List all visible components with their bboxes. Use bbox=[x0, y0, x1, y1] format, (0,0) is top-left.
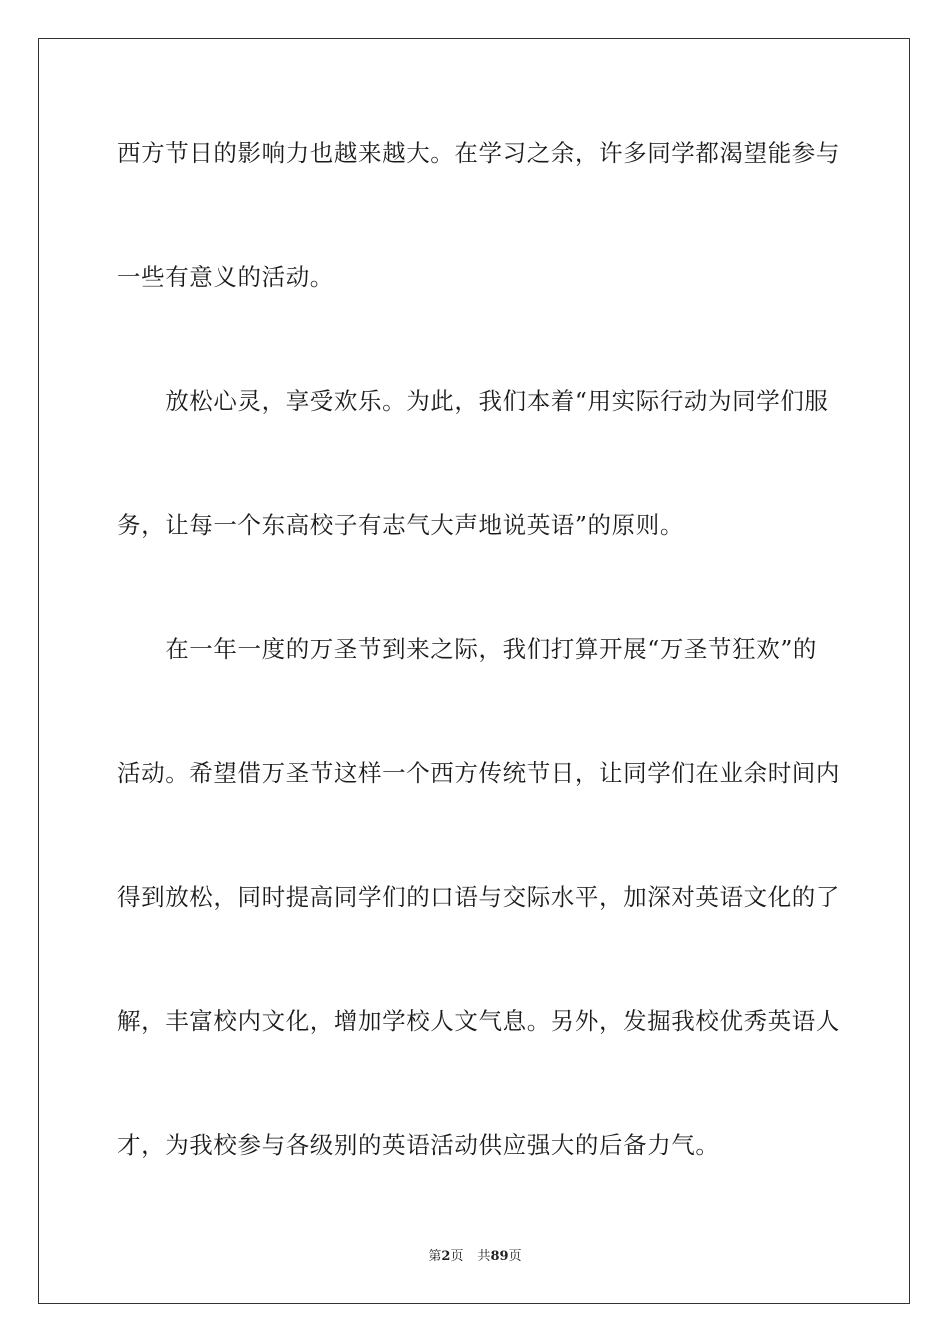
page-number: 2 bbox=[441, 1249, 451, 1264]
paragraph-line-5: 在一年一度的万圣节到来之际，我们打算开展“万圣节狂欢”的 bbox=[117, 635, 818, 663]
paragraph-line-1: 西方节日的影响力也越来越大。在学习之余，许多同学都渴望能参与 bbox=[117, 139, 840, 167]
paragraph-line-8: 解，丰富校内文化，增加学校人文气息。另外，发掘我校优秀英语人 bbox=[117, 1007, 840, 1035]
paragraph-line-7: 得到放松，同时提高同学们的口语与交际水平，加深对英语文化的了 bbox=[117, 883, 840, 911]
paragraph-line-3: 放松心灵，享受欢乐。为此，我们本着“用实际行动为同学们服 bbox=[117, 387, 829, 415]
total-suffix: 页 bbox=[508, 1249, 522, 1264]
page-prefix: 第 bbox=[428, 1249, 442, 1264]
total-pages: 89 bbox=[490, 1249, 509, 1264]
paragraph-line-2: 一些有意义的活动。 bbox=[117, 263, 334, 291]
page-footer bbox=[0, 1248, 950, 1266]
paragraph-line-6: 活动。希望借万圣节这样一个西方传统节日，让同学们在业余时间内 bbox=[117, 759, 840, 787]
paragraph-line-9: 才，为我校参与各级别的英语活动供应强大的后备力气。 bbox=[117, 1131, 720, 1159]
paragraph-line-4: 务，让每一个东高校子有志气大声地说英语”的原则。 bbox=[117, 511, 684, 539]
page-border bbox=[38, 38, 910, 1304]
total-prefix: 共 bbox=[477, 1249, 491, 1264]
page-suffix: 页 bbox=[450, 1249, 464, 1264]
